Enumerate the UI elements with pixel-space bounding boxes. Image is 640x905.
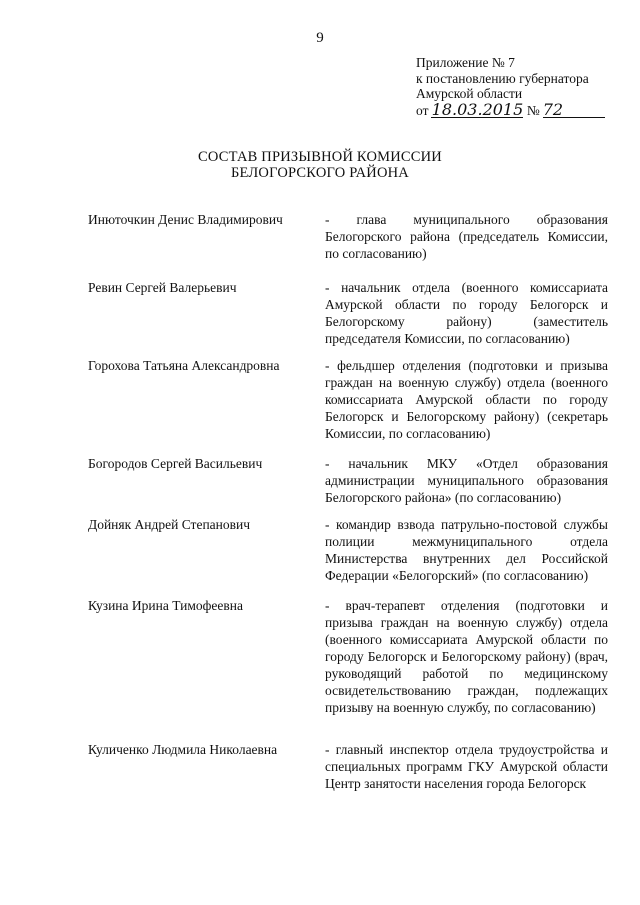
member-role: - фельдшер отделения (подготовки и призыва граждан на военную службу) отдела (военного комиссариата Амурской области по городу Белогорск и Белогорскому району) (секретарь Комиссии, по согласованию) [325,358,608,441]
member-role: - начальник МКУ «Отдел образования администрации муниципального образования Белогорского района» (по согласованию) [325,456,608,505]
number-prefix: № [526,102,540,118]
appendix-block [416,55,631,118]
member-name: Дойняк Андрей Степанович [88,517,251,532]
member-name: Кузина Ирина Тимофеевна [88,598,243,613]
member-name: Богородов Сергей Васильевич [88,456,263,471]
page-number: 9 [316,30,324,46]
member-role: - глава муниципального образования Белогорского района (председатель Комиссии, по согласованию) [325,212,608,261]
document-title [0,149,640,181]
member-role: - врач-терапевт отделения (подготовки и призыва граждан на военную службу) отдела (военного комиссариата Амурской области по городу Белогорск и Белогорскому району) (врач, руководящий работой по медицинскому освидетельствованию граждан, подлежащих призыву на военную службу, по согласованию) [325,598,608,715]
date-prefix: от [416,102,429,118]
title-line-1: СОСТАВ ПРИЗЫВНОЙ КОМИССИИ [198,149,442,165]
title-line-2: БЕЛОГОРСКОГО РАЙОНА [231,165,409,181]
handwritten-number: 72 [543,102,605,119]
member-name: Инюточкин Денис Владимирович [88,212,283,227]
appendix-line-1: Приложение № 7 [416,55,515,70]
member-role: - главный инспектор отдела трудоустройства и специальных программ ГКУ Амурской области Центр занятости населения города Белогорск [325,742,608,791]
appendix-line-3: Амурской области [416,86,523,101]
member-role: - командир взвода патрульно-постовой службы полиции межмуниципального отдела Министерства внутренних дел Российской Федерации «Белогорский» (по согласованию) [325,517,608,583]
member-name: Куличенко Людмила Николаевна [88,742,278,757]
appendix-line-2: к постановлению губернатора [416,70,589,86]
appendix-date-row [416,99,631,119]
member-name: Горохова Татьяна Александровна [88,358,280,373]
member-role: - начальник отдела (военного комиссариата Амурской области по городу Белогорск и Белогорскому району) (заместитель председателя Комиссии, по согласованию) [325,280,608,346]
handwritten-date: 18.03.2015 [431,99,524,119]
member-name: Ревин Сергей Валерьевич [88,280,237,295]
